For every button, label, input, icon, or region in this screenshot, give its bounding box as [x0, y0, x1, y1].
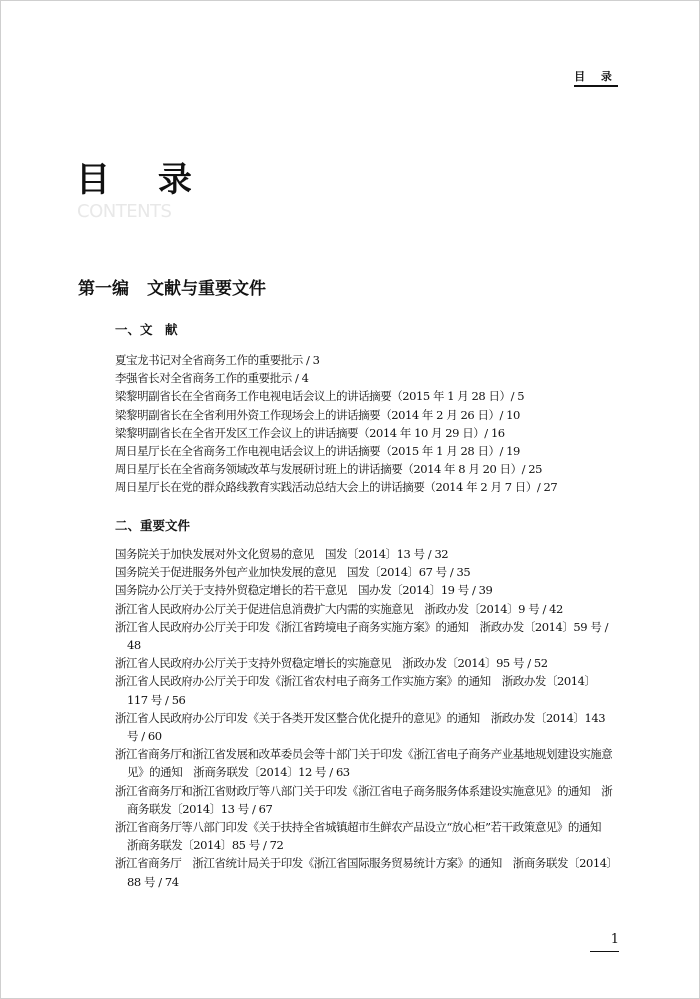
toc-entry[interactable]: 周日星厅长在全省商务领域改革与发展研讨班上的讲话摘要（2014 年 8 月 20 日）/ 25: [115, 462, 543, 477]
toc-entry[interactable]: 李强省长对全省商务工作的重要批示 / 4: [115, 371, 309, 386]
toc-entry[interactable]: 浙江省人民政府办公厅关于支持外贸稳定增长的实施意见 浙政办发〔2014〕95 号 / 52: [115, 656, 548, 671]
literature-entry-list: [115, 351, 615, 497]
toc-entry[interactable]: 浙江省商务厅和浙江省发展和改革委员会等十部门关于印发《浙江省电子商务产业基地规划建设实施意见》的通知 浙商务联发〔2014〕12 号 / 63: [115, 747, 613, 780]
toc-entry[interactable]: 梁黎明副省长在全省利用外资工作现场会上的讲话摘要（2014 年 2 月 26 日）/ 10: [115, 407, 520, 422]
documents-entry-list: [115, 545, 615, 891]
toc-entry[interactable]: 国务院办公厅关于支持外贸稳定增长的若干意见 国办发〔2014〕19 号 / 39: [115, 583, 493, 598]
part-title: 文献与重要文件: [147, 279, 266, 299]
section-heading-documents: 二、重要文件: [115, 518, 191, 533]
toc-entry[interactable]: 国务院关于促进服务外包产业加快发展的意见 国发〔2014〕67 号 / 35: [115, 565, 471, 580]
toc-entry[interactable]: 周日星厅长在党的群众路线教育实践活动总结大会上的讲话摘要（2014 年 2 月 7 日）/ 27: [115, 480, 558, 495]
toc-entry[interactable]: 浙江省人民政府办公厅印发《关于各类开发区整合优化提升的意见》的通知 浙政办发〔2014〕143 号 / 60: [115, 710, 606, 744]
running-header: 目 录: [574, 68, 618, 87]
toc-entry[interactable]: 梁黎明副省长在全省开发区工作会议上的讲话摘要（2014 年 10 月 29 日）/ 16: [115, 425, 505, 440]
toc-entry[interactable]: 国务院关于加快发展对外文化贸易的意见 国发〔2014〕13 号 / 32: [115, 547, 449, 561]
toc-title: 目 录: [76, 160, 210, 200]
toc-subtitle: CONTENTS: [77, 201, 172, 222]
toc-entry[interactable]: 浙江省商务厅等八部门印发《关于扶持全省城镇超市生鲜农产品设立“放心柜”若干政策意见》的通知 浙商务联发〔2014〕85 号 / 72: [115, 820, 613, 853]
toc-entry[interactable]: 梁黎明副省长在全省商务工作电视电话会议上的讲话摘要（2015 年 1 月 28 日）/ 5: [115, 389, 525, 404]
toc-entry[interactable]: 浙江省商务厅和浙江省财政厅等八部门关于印发《浙江省电子商务服务体系建设实施意见》的通知 浙商务联发〔2014〕13 号 / 67: [115, 783, 613, 816]
part-number: 第一编: [78, 279, 129, 299]
part-heading: [78, 277, 266, 301]
section-heading-literature: 一、文 献: [115, 322, 178, 337]
page-number: 1: [610, 932, 619, 947]
toc-entry[interactable]: 夏宝龙书记对全省商务工作的重要批示 / 3: [115, 353, 320, 367]
toc-entry[interactable]: 浙江省人民政府办公厅关于促进信息消费扩大内需的实施意见 浙政办发〔2014〕9 号 / 42: [115, 601, 563, 616]
toc-entry[interactable]: 浙江省商务厅 浙江省统计局关于印发《浙江省国际服务贸易统计方案》的通知 浙商务联发〔2014〕88 号 / 74: [115, 856, 612, 889]
toc-entry[interactable]: 浙江省人民政府办公厅关于印发《浙江省跨境电子商务实施方案》的通知 浙政办发〔2014〕59 号 / 48: [115, 619, 609, 653]
toc-entry[interactable]: 周日星厅长在全省商务工作电视电话会议上的讲话摘要（2015 年 1 月 28 日）/ 19: [115, 444, 520, 459]
page-number-rule: [590, 951, 619, 952]
toc-entry[interactable]: 浙江省人民政府办公厅关于印发《浙江省农村电子商务工作实施方案》的通知 浙政办发〔2014〕117 号 / 56: [115, 674, 596, 707]
